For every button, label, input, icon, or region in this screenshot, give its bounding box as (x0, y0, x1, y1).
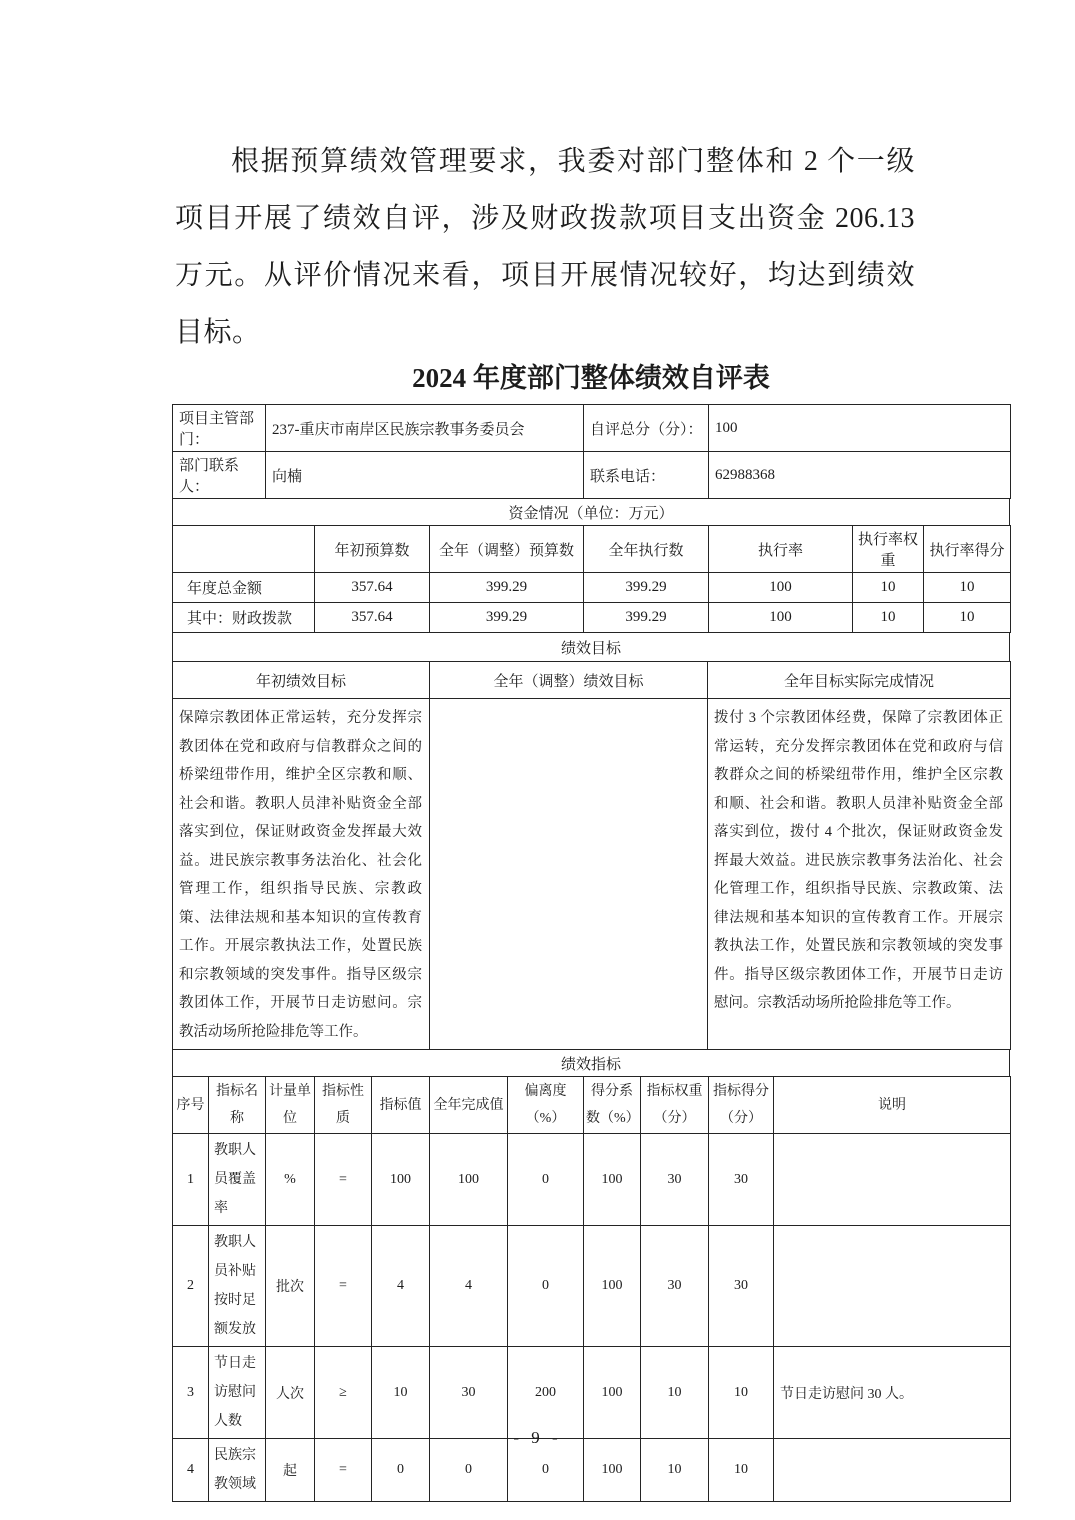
indicator-cell: % (266, 1134, 315, 1226)
indicator-name-cell: 民族宗教领域 (209, 1439, 266, 1502)
page-number: - 9 - (513, 1428, 562, 1447)
indicator-cell: 4 (372, 1226, 430, 1347)
table-header-row (173, 526, 1011, 573)
table-row (173, 573, 1011, 603)
indicator-cell: ≥ (315, 1347, 372, 1439)
indicator-header-cell: 计量单位 (266, 1077, 315, 1134)
indicator-header-cell: 说明 (774, 1077, 1011, 1134)
indicator-cell: 4 (173, 1439, 209, 1502)
indicator-header-cell: 指标名称 (209, 1077, 266, 1134)
funding-cell: 399.29 (584, 603, 709, 633)
indicator-row (173, 1347, 1011, 1439)
indicator-cell: = (315, 1134, 372, 1226)
indicator-cell: 30 (641, 1226, 709, 1347)
funding-cell: 10 (924, 603, 1011, 633)
funding-row-label: 年度总金额 (173, 573, 315, 603)
goal-initial-cell: 保障宗教团体正常运转，充分发挥宗教团体在党和政府与信教群众之间的桥梁纽带作用，维护全区宗教和顺、社会和谐。教职人员津补贴资金全部落实到位，保证财政资金发挥最大效益。进民族宗教事务法治化、社会化管理工作，组织指导民族、宗教政策、法律法规和基本知识的宣传教育工作。开展宗教执法工作，处置民族和宗教领域的突发事件。指导区级宗教团体工作，开展节日走访慰问。宗教活动场所抢险排危等工作。 (173, 699, 430, 1050)
indicator-cell: 10 (709, 1439, 774, 1502)
indicator-cell: 2 (173, 1226, 209, 1347)
indicator-header-cell: 得分系数（%） (584, 1077, 641, 1134)
indicator-row (173, 1226, 1011, 1347)
indicator-cell: 10 (709, 1347, 774, 1439)
indicator-header-cell: 指标权重（分） (641, 1077, 709, 1134)
funding-cell: 399.29 (430, 573, 584, 603)
table-row (173, 603, 1011, 633)
funding-cell: 10 (853, 603, 924, 633)
indicator-cell: 100 (584, 1347, 641, 1439)
goal-actual-cell: 拨付 3 个宗教团体经费，保障了宗教团体正常运转，充分发挥宗教团体在党和政府与信教群众之间的桥梁纽带作用，维护全区宗教和顺、社会和谐。教职人员津补贴资金全部落实到位，拨付 4 个批次，保证财政资金发挥最大效益。进民族宗教事务法治化、社会化管理工作，组织指导民族、宗教政策、法律法规和基本知识的宣传教育工作。开展宗教执法工作，处置民族和宗教领域的突发事件。指导区级宗教团体工作，开展节日走访慰问。宗教活动场所抢险排危等工作。 (708, 699, 1011, 1050)
page-title: 2024 年度部门整体绩效自评表 (412, 363, 770, 393)
phone-label-cell: 联系电话： (584, 452, 709, 499)
dept-value-cell: 237-重庆市南岸区民族宗教事务委员会 (266, 405, 584, 452)
indicator-cell: 批次 (266, 1226, 315, 1347)
funding-cell: 10 (853, 573, 924, 603)
indicator-cell: 30 (709, 1226, 774, 1347)
funding-header-cell: 年初预算数 (315, 526, 430, 573)
indicator-cell: 30 (430, 1347, 508, 1439)
indicator-cell: 10 (641, 1439, 709, 1502)
score-value-cell: 100 (709, 405, 1011, 452)
indicator-note-cell: 节日走访慰问 30 人。 (774, 1347, 1011, 1439)
indicator-cell: 100 (430, 1134, 508, 1226)
indicator-note-cell (774, 1226, 1011, 1347)
indicator-cell: = (315, 1226, 372, 1347)
table-header-row (173, 1077, 1011, 1134)
indicator-name-cell: 教职人员覆盖率 (209, 1134, 266, 1226)
indicator-note-cell (774, 1134, 1011, 1226)
indicator-header-cell: 序号 (173, 1077, 209, 1134)
indicator-cell: 10 (641, 1347, 709, 1439)
funding-header-cell: 执行率权重 (853, 526, 924, 573)
funding-cell: 357.64 (315, 603, 430, 633)
indicator-header-cell: 偏离度（%） (508, 1077, 584, 1134)
indicator-cell: 0 (430, 1439, 508, 1502)
contact-label-cell: 部门联系人： (173, 452, 266, 499)
funding-cell: 10 (924, 573, 1011, 603)
contact-value-cell: 向楠 (266, 452, 584, 499)
indicator-cell: 0 (508, 1226, 584, 1347)
indicators-section-title: 绩效指标 (173, 1050, 1010, 1077)
goals-table (172, 661, 1011, 1050)
funding-table (172, 525, 1011, 633)
funding-row-label: 其中：财政拨款 (173, 603, 315, 633)
indicator-cell: 10 (372, 1347, 430, 1439)
score-label-cell: 自评总分（分）： (584, 405, 709, 452)
indicator-header-cell: 全年完成值 (430, 1077, 508, 1134)
indicator-cell: 0 (508, 1439, 584, 1502)
funding-header-cell: 执行率得分 (924, 526, 1011, 573)
funding-header-cell: 全年执行数 (584, 526, 709, 573)
indicator-name-cell: 教职人员补贴按时足额发放 (209, 1226, 266, 1347)
indicator-cell: 1 (173, 1134, 209, 1226)
indicator-header-cell: 指标值 (372, 1077, 430, 1134)
intro-paragraph: 根据预算绩效管理要求，我委对部门整体和 2 个一级项目开展了绩效自评，涉及财政拨款项目支出资金 206.13 万元。从评价情况来看，项目开展情况较好，均达到绩效目标。 (175, 146, 915, 348)
indicator-cell: 100 (584, 1134, 641, 1226)
indicator-row (173, 1134, 1011, 1226)
indicator-cell: 3 (173, 1347, 209, 1439)
indicator-header-cell: 指标得分（分） (709, 1077, 774, 1134)
indicator-cell: 100 (584, 1439, 641, 1502)
funding-cell: 399.29 (584, 573, 709, 603)
indicator-cell: 0 (508, 1134, 584, 1226)
table-row (173, 699, 1011, 1050)
indicator-cell: 100 (372, 1134, 430, 1226)
funding-header-cell: 全年（调整）预算数 (430, 526, 584, 573)
goal-adjusted-cell (430, 699, 708, 1050)
phone-value-cell: 62988368 (709, 452, 1011, 499)
table-row (173, 499, 1010, 526)
indicators-section-bar (172, 1049, 1010, 1077)
indicator-cell: 30 (709, 1134, 774, 1226)
indicator-header-cell: 指标性质 (315, 1077, 372, 1134)
goals-header-cell: 全年（调整）绩效目标 (430, 662, 708, 699)
funding-cell: 100 (709, 603, 853, 633)
funding-section-title: 资金情况（单位：万元） (173, 499, 1010, 526)
funding-header-cell: 执行率 (709, 526, 853, 573)
goals-section-bar (172, 632, 1010, 662)
funding-section-bar (172, 498, 1010, 526)
dept-label-cell: 项目主管部门： (173, 405, 266, 452)
indicator-name-cell: 节日走访慰问人数 (209, 1347, 266, 1439)
indicator-cell: 起 (266, 1439, 315, 1502)
table-row (173, 405, 1011, 452)
table-row (173, 633, 1010, 662)
funding-cell: 357.64 (315, 573, 430, 603)
goals-section-title: 绩效目标 (173, 633, 1010, 662)
indicator-cell: 200 (508, 1347, 584, 1439)
self-evaluation-table (172, 404, 1010, 1502)
funding-cell: 100 (709, 573, 853, 603)
table-header-row (173, 662, 1011, 699)
goals-header-cell: 全年目标实际完成情况 (708, 662, 1011, 699)
info-table (172, 404, 1011, 499)
indicator-cell: 4 (430, 1226, 508, 1347)
indicator-cell: 人次 (266, 1347, 315, 1439)
table-row (173, 1050, 1010, 1077)
funding-cell: 399.29 (430, 603, 584, 633)
indicator-cell: = (315, 1439, 372, 1502)
indicator-cell: 100 (584, 1226, 641, 1347)
indicator-cell: 30 (641, 1134, 709, 1226)
table-row (173, 452, 1011, 499)
goals-header-cell: 年初绩效目标 (173, 662, 430, 699)
indicator-cell: 0 (372, 1439, 430, 1502)
funding-header-cell (173, 526, 315, 573)
